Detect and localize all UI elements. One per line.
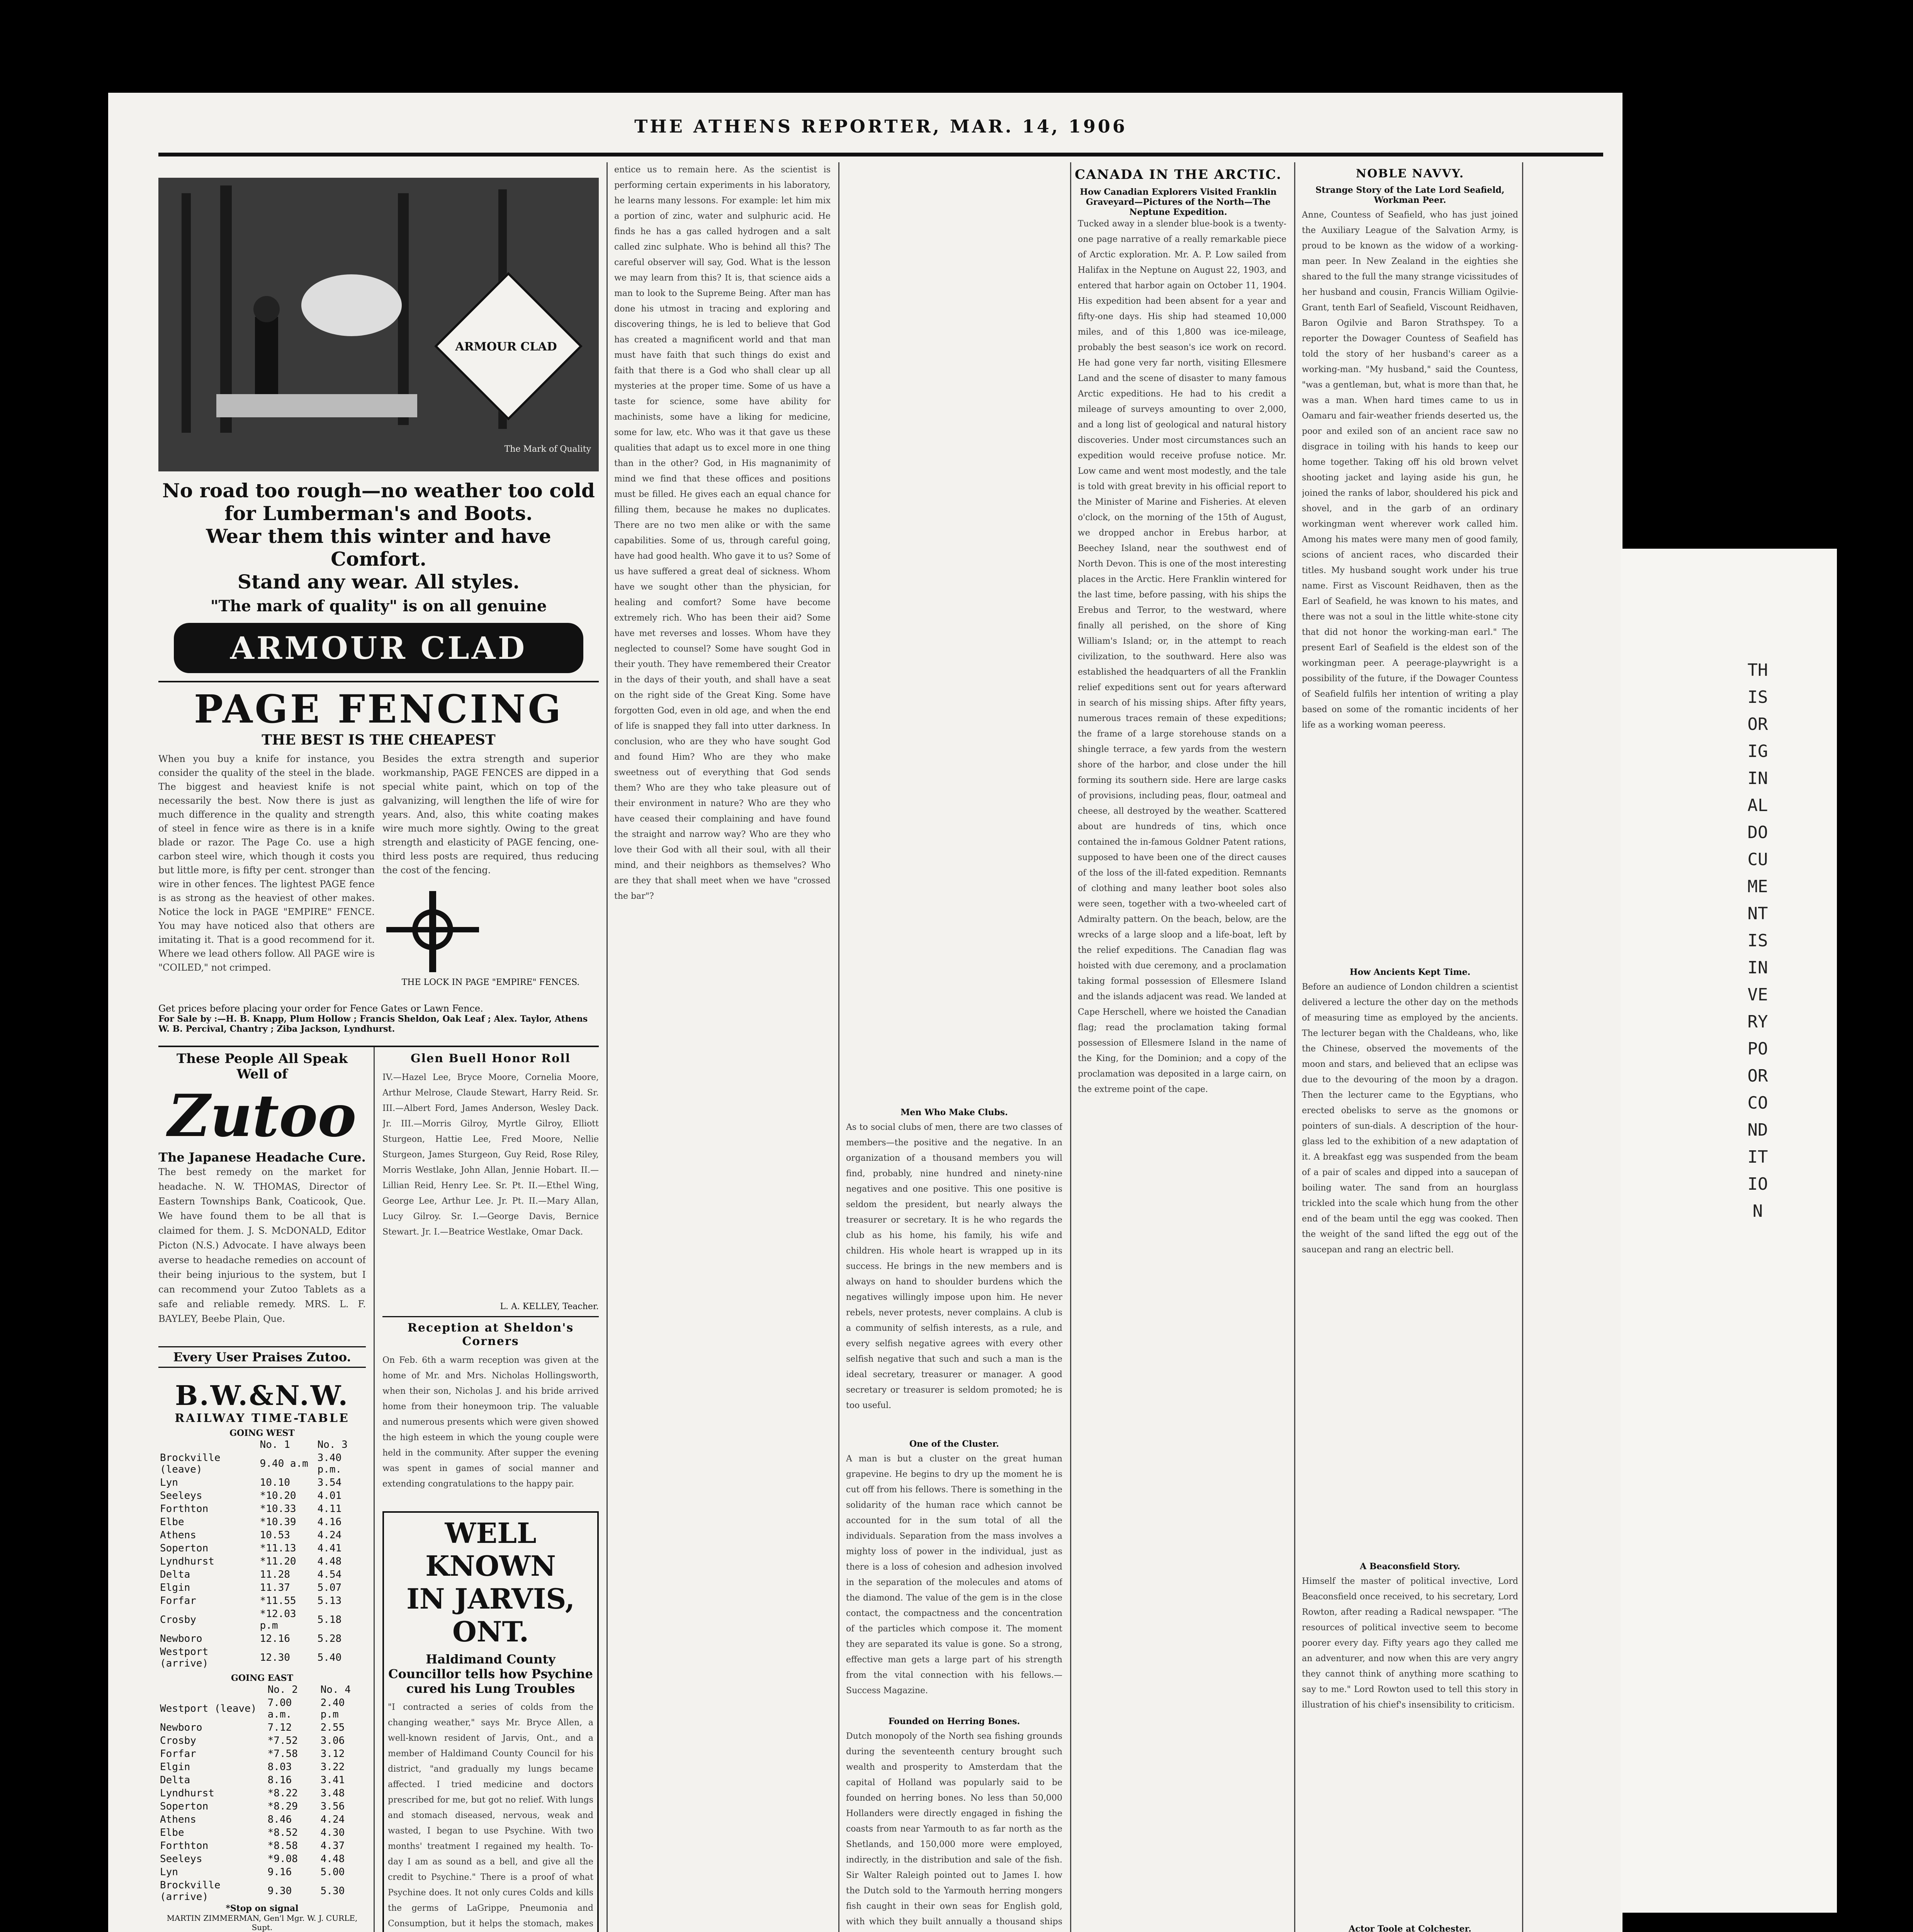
arctic-column bbox=[1078, 216, 1286, 1932]
clubs-body: As to social clubs of men, there are two classes of members—the positive and the negative. In an organization of a thousand members you will find, probably, nine hundred and ninety-nine negatives and one positive. This one positive is seldom the president, but nearly always the treasurer or secretary. It is he who regards the club as his home, his family, his wife and children. His whole heart is wrapped up in its success. He brings in the new members and is always on hand to shoulder burdens which the negatives willingly impose upon him. He never rebels, never protests, never complains. A club is a community of selfish interests, as a rule, and every selfish negative agrees with every other selfish negative that such and such a man is the ideal secretary, treasurer or manager. A good secretary or treasurer is seldom promoted; he is too useful. bbox=[846, 1122, 1062, 1410]
table-cell: 3.41 bbox=[320, 1774, 345, 1786]
page-fencing-body: When you buy a knife for instance, you consider the quality of the steel in the blade. The biggest and heaviest knife is not necessarily the best. Now there is just as much difference in the quality and strength of steel in fence wire as there is in a knife blade or razor. The Page Co. use a high carbon steel wire, which though it costs you but little more, is fifty per cent. stronger than wire in other fences. The lightest PAGE fence is as strong as the heaviest of other makes. Notice the lock in PAGE "EMPIRE" FENCE. You may have noticed also that others are imitating it. That is a good recommend for it. Where we lead others follow. All PAGE wire is "COILED," not crimped. bbox=[158, 753, 375, 973]
table-cell: 4.41 bbox=[317, 1543, 342, 1554]
fence-lock-caption: THE LOCK IN PAGE "EMPIRE" FENCES. bbox=[401, 978, 580, 987]
table-cell: Seeleys bbox=[160, 1853, 202, 1865]
table-cell: 3.48 bbox=[320, 1787, 345, 1799]
ancients-body: Before an audience of London children a scientist delivered a lecture the other day on the methods of measuring time as employed by the ancients. The lecturer began with the Chaldeans, who, like the Chinese, observed the movements of the moon and stars, and believed that an eclipse was due to the devouring of the moon by a dragon. Then the lecturer came to the Egyptians, who erected obelisks to serve as the gnomons or pointers of sun-dials. A description of the hour-glass led to the exhibition of a new adaptation of it. A breakfast egg was suspended from the beam of a pair of scales and dipped into a saucepan of boiling water. The sand from an hourglass trickled into the scale which hung from the other end of the beam until the egg was cooked. Then the weight of the sand lifted the egg out of the saucepan and rang an electric bell. bbox=[1302, 982, 1518, 1255]
table-cell: *12.03 p.m bbox=[260, 1608, 296, 1631]
table-cell: 5.30 bbox=[320, 1885, 345, 1897]
table-cell: *11.13 bbox=[260, 1543, 296, 1554]
table-cell: 7.00 a.m. bbox=[267, 1697, 292, 1720]
table-cell: Elgin bbox=[160, 1582, 190, 1594]
badge-caption: The Mark of Quality bbox=[504, 444, 591, 454]
page-fencing-subtitle: THE BEST IS THE CHEAPEST bbox=[262, 732, 496, 748]
timetable-east bbox=[158, 1683, 366, 1903]
armour-line-5: "The mark of quality" is on all genuine bbox=[210, 597, 547, 615]
armour-line-1: No road too rough—no weather too cold bbox=[162, 479, 595, 502]
table-row bbox=[158, 1607, 366, 1632]
table-row bbox=[158, 1787, 366, 1800]
table-cell: *8.52 bbox=[267, 1827, 298, 1838]
table-row bbox=[158, 1839, 366, 1852]
navvy-subtitle: Strange Story of the Late Lord Seafield, Workman Peer. bbox=[1315, 185, 1505, 205]
table-cell: Lyn bbox=[160, 1477, 178, 1488]
table-row bbox=[158, 1451, 366, 1476]
badge-label: ARMOUR CLAD bbox=[455, 340, 557, 354]
table-cell: 4.16 bbox=[317, 1516, 342, 1528]
timetable-signature: MARTIN ZIMMERMAN, Gen'l Mgr. W. J. CURLE, Supt. bbox=[166, 1913, 358, 1932]
table-cell: Soperton bbox=[160, 1801, 209, 1812]
psychine-title-1: WELL KNOWN bbox=[425, 1517, 556, 1582]
table-cell: Brockville (leave) bbox=[160, 1452, 221, 1475]
armour-line-3: Wear them this winter and have Comfort. bbox=[206, 525, 551, 570]
table-cell: Lyndhurst bbox=[160, 1787, 214, 1799]
column-rule bbox=[838, 162, 839, 1932]
table-cell: Forfar bbox=[160, 1595, 196, 1607]
clubs-title: Men Who Make Clubs. bbox=[900, 1107, 1008, 1117]
table-cell: 8.46 bbox=[267, 1814, 292, 1825]
table-cell: *8.58 bbox=[267, 1840, 298, 1852]
table-cell: 12.16 bbox=[260, 1633, 290, 1645]
table-cell: 4.48 bbox=[317, 1556, 342, 1567]
column-1 bbox=[158, 162, 599, 1932]
condition-note: THIS ORIGINAL DOCUMENT IS IN VERY POOR CONDITION bbox=[1747, 660, 1768, 1221]
table-cell: 9.30 bbox=[267, 1885, 292, 1897]
ancients-title: How Ancients Kept Time. bbox=[1349, 967, 1471, 977]
psychine-body: "I contracted a series of colds from the changing weather," says Mr. Bryce Allen, a well-known resident of Jarvis, Ont., and a member of Haldimand County Council for his district, "and gradually my lungs became affected. I tried medicine and doctors prescribed for me, but got no relief. With lungs and stomach diseased, nervous, weak and wasted, I began to use Psychine. With two months' treatment I regained my health. To-day I am as sound as a bell, and give all the credit to Psychine." There is a proof of what Psychine does. It not only cures Colds and kills the germs of LaGrippe, Pneumonia and Consumption, but it helps the stomach, makes bbox=[388, 1702, 593, 1929]
table-row bbox=[158, 1529, 366, 1542]
table-cell: 3.40 p.m. bbox=[317, 1452, 342, 1475]
navvy-body: Anne, Countess of Seafield, who has just joined the Auxiliary League of the Salvation Army, is proud to be known as the widow of a working-man peer. In New Zealand in the eighties she shared to the full the many strange vicissitudes of her husband and cousin, Francis William Ogilvie-Grant, tenth Earl of Seafield, Viscount Reidhaven, Baron Ogilvie and Baron Strathspey. To a reporter the Dowager Countess of Seafield has told the story of her husband's career as a working-man. "My husband," said the Countess, "was a gentleman, but, what is more than that, he was a man. When hard times came to us in Oamaru and fair-weather friends deserted us, the poor and exiled son of an ancient race saw no disgrace in toiling with his hands to keep our home together. Taking off his old brown velvet shooting jacket and laying aside his gun, he joined the ranks of labor, shouldered his pick and shovel, and in the garb of an ordinary workingman went wherever work called him. Among his mates were many men of good family, scions of ancient races, who discarded their titles. My husband sought work under his true name. First as Viscount Reidhaven, then as the Earl of Seafield, he was known to his mates, and there was not a soul in the little white-stone city that did not honor the working-man earl." The present Earl of Seafield is the eldest son of the workingman peer. A peerage-playwright is a possibility of the future, if the Dowager Countess of Seafield fulfils her intention of writing a play based on some of the romantic incidents of her life as a working woman peeress. bbox=[1302, 210, 1518, 730]
table-cell: Forthton bbox=[160, 1840, 209, 1852]
column-rule bbox=[1294, 162, 1295, 1932]
beaconsfield-body: Himself the master of political invective, Lord Beaconsfield once received, to his secretary, Lord Rowton, after reading a Radical newspaper. "The resources of political invective seem to become poorer every day. Fifty years ago they called me an adventurer, and now when this are very angry they cannot think of anything more scathing to say to me." Lord Rowton used to tell this story in illustration of his chief's insensibility to criticism. bbox=[1302, 1577, 1518, 1710]
table-header-cell: No. 4 bbox=[320, 1684, 351, 1696]
table-cell: Delta bbox=[160, 1569, 190, 1580]
psychine-title-2: IN JARVIS, ONT. bbox=[406, 1582, 575, 1648]
table-header-cell bbox=[158, 1683, 266, 1696]
table-cell: 2.40 p.m bbox=[320, 1697, 345, 1720]
ad-column-gutter bbox=[1530, 162, 1615, 1932]
table-row bbox=[158, 1645, 366, 1670]
timetable-subtitle: RAILWAY TIME-TABLE bbox=[175, 1412, 350, 1425]
table-cell: 8.03 bbox=[267, 1761, 292, 1773]
table-cell: Soperton bbox=[160, 1543, 209, 1554]
table-cell: Lyndhurst bbox=[160, 1556, 214, 1567]
table-row bbox=[158, 1826, 366, 1839]
navvy-title: NOBLE NAVVY. bbox=[1356, 167, 1464, 180]
table-cell: Newboro bbox=[160, 1722, 202, 1733]
table-cell: 2.55 bbox=[320, 1722, 345, 1733]
table-cell: 10.10 bbox=[260, 1477, 290, 1488]
table-cell: Brockville (arrive) bbox=[160, 1879, 221, 1903]
table-cell: Elgin bbox=[160, 1761, 190, 1773]
table-cell: Elbe bbox=[160, 1516, 184, 1528]
table-row bbox=[158, 1489, 366, 1502]
arctic-body: Tucked away in a slender blue-book is a twenty-one page narrative of a really remarkable piece of Arctic exploration. Mr. A. P. Low sailed from Halifax in the Neptune on August 22, 1903, and entered that harbor again on October 11, 1904. His expedition had been absent for a year and fifty-one days. His ship had steamed 10,000 miles, and of this 1,800 was ice-mileage, probably the best season's ice work on record. He had gone very far north, visiting Ellesmere Land and the scene of disaster to many famous Arctic expeditions. He had to his credit a mileage of surveys amounting to over 2,000, and a long list of geological and natural history discoveries. Under most circumstances such an expedition would receive profuse notice. Mr. Low came and went most modestly, and the tale is told with great brevity in his official report to the Minister of Marine and Fisheries. At eleven o'clock, on the morning of the 15th of August, we dropped anchor in Erebus harbor, at Beechey Island, near the southwest end of North Devon. This is one of the most interesting places in the Arctic. Here Franklin wintered for the last time, before passing, with his ships the Erebus and Terror, to the westward, where finally all perished, on the shore of King William's Island; or, in the attempt to reach civilization, to the southward. Here also was established the headquarters of all the Franklin relief expeditions sent out for years afterward in search of his missing ships. After fifty years, numerous traces remain of these expeditions; the frame of a large storehouse stands on a shingle terrace, a few yards from the western shore of the harbor, and close under the hill forming its southern side. Here are large casks of provisions, including peas, flour, oatmeal and cheese, all destroyed by the weather. Scattered about are hundreds of tins, which once contained the in-famous Goldner Patent rations, supposed to have been one of the direct causes of the loss of the ill-fated expedition. Remnants of clothing and many leather boot soles also were seen, together with a two-wheeled cart of Admiralty pattern. On the beach, below, are the wrecks of a large sloop and a life-boat, left by the relief expeditions. The Canadian flag was hoisted with due ceremony, and a proclamation taking formal possession of Ellesmere Island and the islands adjacent was read. We landed at Cape Herschell, where we hoisted the Canadian flag; read the proclamation taking formal possession of Ellesmere Island in the name of the King, for the Dominion; and a copy of the proclamation was deposited in a large cairn, on the extreme point of the cape. bbox=[1078, 219, 1286, 1094]
page-fencing-sale: For Sale by :—H. B. Knapp, Plum Hollow ; Francis Sheldon, Oak Leaf ; Alex. Taylor, Athens W. B. Percival, Chantry ; Ziba Jackson, Lyndhurst. bbox=[158, 1014, 588, 1034]
table-header bbox=[158, 1683, 366, 1696]
lumberman-illustration bbox=[158, 178, 599, 471]
zutoo-kicker: These People All Speak Well of bbox=[177, 1051, 348, 1082]
table-cell: Forfar bbox=[160, 1748, 196, 1760]
column-2 bbox=[614, 162, 831, 1097]
table-cell: Delta bbox=[160, 1774, 190, 1786]
zutoo-logo: Zutoo bbox=[168, 1082, 357, 1150]
table-row bbox=[158, 1879, 366, 1903]
table-cell: *11.55 bbox=[260, 1595, 296, 1607]
arctic-title: CANADA IN THE ARCTIC. bbox=[1075, 167, 1282, 182]
table-cell: Westport (arrive) bbox=[160, 1646, 209, 1669]
table-header bbox=[158, 1438, 366, 1451]
table-cell: 5.13 bbox=[317, 1595, 342, 1607]
table-cell: *9.08 bbox=[267, 1853, 298, 1865]
table-row bbox=[158, 1774, 366, 1787]
table-row bbox=[158, 1476, 366, 1489]
armour-line-4: Stand any wear. All styles. bbox=[237, 570, 520, 593]
table-row bbox=[158, 1581, 366, 1594]
table-cell: Lyn bbox=[160, 1866, 178, 1878]
table-row bbox=[158, 1594, 366, 1607]
arctic-subtitle: How Canadian Explorers Visited Franklin Graveyard—Pictures of the North—The Neptune Expedition. bbox=[1080, 187, 1277, 217]
table-cell: *10.20 bbox=[260, 1490, 296, 1502]
table-row bbox=[158, 1813, 366, 1826]
fence-lock-icon bbox=[382, 887, 483, 976]
table-cell: 9.16 bbox=[267, 1866, 292, 1878]
herring-title: Founded on Herring Bones. bbox=[888, 1716, 1020, 1726]
table-cell: 3.22 bbox=[320, 1761, 345, 1773]
table-cell: *11.20 bbox=[260, 1556, 296, 1567]
timetable-note: *Stop on signal bbox=[226, 1903, 299, 1913]
table-row bbox=[158, 1721, 366, 1734]
timetable-west bbox=[158, 1438, 366, 1670]
zutoo-body: The best remedy on the market for headache. N. W. THOMAS, Director of Eastern Townships Bank, Coaticook, Que. We have found them to be all that is claimed for them. J. S. McDONALD, Editor Picton (N.S.) Advocate. I have always been averse to headache remedies on account of their being injurious to the system, but I can recommend your Zutoo Tablets as a safe and reliable remedy. MRS. L. F. BAYLEY, Beebe Plain, Que. bbox=[158, 1167, 366, 1324]
psychine-ad bbox=[382, 1511, 599, 1932]
table-cell: 3.06 bbox=[320, 1735, 345, 1747]
table-row bbox=[158, 1502, 366, 1515]
table-row bbox=[158, 1568, 366, 1581]
honor-roll-title: Glen Buell Honor Roll bbox=[410, 1052, 571, 1065]
table-row bbox=[158, 1632, 366, 1645]
table-cell: 5.40 bbox=[317, 1652, 342, 1663]
table-cell: *10.39 bbox=[260, 1516, 296, 1528]
beaconsfield-title: A Beaconsfield Story. bbox=[1360, 1561, 1460, 1571]
table-row bbox=[158, 1866, 366, 1879]
column-rule bbox=[607, 162, 608, 1932]
table-cell: Elbe bbox=[160, 1827, 184, 1838]
armour-clad-banner: ARMOUR CLAD bbox=[174, 623, 583, 673]
table-cell: 3.12 bbox=[320, 1748, 345, 1760]
table-cell: Athens bbox=[160, 1529, 196, 1541]
table-cell: 11.28 bbox=[260, 1569, 290, 1580]
column-3 bbox=[846, 1105, 1062, 1932]
table-header-cell: No. 2 bbox=[267, 1684, 298, 1696]
armour-line-2: for Lumberman's and Boots. bbox=[224, 502, 533, 525]
page-fencing-ad bbox=[158, 681, 599, 1034]
colchester-title: Actor Toole at Colchester. bbox=[1349, 1924, 1471, 1932]
table-row bbox=[158, 1734, 366, 1747]
table-row bbox=[158, 1760, 366, 1774]
table-row bbox=[158, 1555, 366, 1568]
table-cell: Newboro bbox=[160, 1633, 202, 1645]
table-cell: 5.00 bbox=[320, 1866, 345, 1878]
table-header-cell: No. 3 bbox=[317, 1439, 348, 1451]
reception-title: Reception at Sheldon's Corners bbox=[382, 1316, 599, 1348]
timetable-title: B.W.&N.W. bbox=[175, 1379, 349, 1412]
table-cell: *8.22 bbox=[267, 1787, 298, 1799]
table-cell: 10.53 bbox=[260, 1529, 290, 1541]
table-cell: 4.11 bbox=[317, 1503, 342, 1515]
table-cell: Crosby bbox=[160, 1735, 196, 1747]
table-cell: 3.56 bbox=[320, 1801, 345, 1812]
table-cell: *8.29 bbox=[267, 1801, 298, 1812]
page-fencing-footer: Get prices before placing your order for Fence Gates or Lawn Fence. bbox=[158, 1003, 483, 1014]
table-header-cell bbox=[158, 1438, 258, 1451]
table-cell: 4.01 bbox=[317, 1490, 342, 1502]
table-cell: 4.54 bbox=[317, 1569, 342, 1580]
table-cell: 5.07 bbox=[317, 1582, 342, 1594]
table-cell: 4.24 bbox=[317, 1529, 342, 1541]
table-cell: Athens bbox=[160, 1814, 196, 1825]
table-row bbox=[158, 1747, 366, 1760]
table-row bbox=[158, 1515, 366, 1529]
reception-body: On Feb. 6th a warm reception was given at the home of Mr. and Mrs. Nicholas Hollingsworth, when their son, Nicholas J. and his bride arrived home from their honeymoon trip. The valuable and numerous presents which were given showed the high esteem in which the young couple were held in the community. After supper the evening was spent in games of social manner and extending congratulations to the happy pair. bbox=[382, 1355, 599, 1489]
zutoo-tagline: The Japanese Headache Cure. bbox=[158, 1150, 366, 1165]
honor-roll-body: IV.—Hazel Lee, Bryce Moore, Cornelia Moore, Arthur Melrose, Claude Stewart, Harry Reid. Sr. III.—Albert Ford, James Anderson, Wesley Dack. Jr. III.—Morris Gilroy, Myrtle Gilroy, Elliott Sturgeon, Hattie Lee, Fred Moore, Nellie Sturgeon, James Sturgeon, Guy Reid, Rose Riley, Morris Westlake, John Allan, Jennie Hobart. II.—Lillian Reid, Henry Lee. Sr. Pt. II.—Ethel Wing, George Lee, Arthur Lee. Jr. Pt. II.—Mary Allan, Lucy Gilroy. Sr. I.—George Davis, Bernice Stewart. Jr. I.—Beatrice Westlake, Omar Dack. bbox=[382, 1073, 599, 1237]
table-cell: 5.28 bbox=[317, 1633, 342, 1645]
table-cell: Crosby bbox=[160, 1614, 196, 1626]
psychine-subtitle: Haldimand County Councillor tells how Psychine cured his Lung Troubles bbox=[388, 1652, 593, 1696]
table-cell: 4.48 bbox=[320, 1853, 345, 1865]
table-cell: Seeleys bbox=[160, 1490, 202, 1502]
table-cell: Forthton bbox=[160, 1503, 209, 1515]
going-east-label: GOING EAST bbox=[231, 1673, 293, 1683]
table-cell: 9.40 a.m bbox=[260, 1458, 308, 1469]
table-header-cell: No. 1 bbox=[260, 1439, 290, 1451]
page-fencing-body-2: Besides the extra strength and superior workmanship, PAGE FENCES are dipped in a special white paint, which on top of the galvanizing, will lengthen the life of wire for years. And, also, this white coating makes wire much more sightly. Owing to the great strength and elasticity of PAGE fencing, one-third less posts are required, thus reducing the cost of the fencing. bbox=[382, 753, 599, 876]
table-row bbox=[158, 1800, 366, 1813]
table-cell: *7.52 bbox=[267, 1735, 298, 1747]
honor-roll-signature: L. A. KELLEY, Teacher. bbox=[500, 1302, 599, 1311]
table-cell: *10.33 bbox=[260, 1503, 296, 1515]
table-row bbox=[158, 1542, 366, 1555]
table-cell: 4.24 bbox=[320, 1814, 345, 1825]
science-article: entice us to remain here. As the scientist is performing certain experiments in his laboratory, he learns many lessons. For example: let him mix a portion of zinc, water and sulphuric acid. He finds he has a gas called hydrogen and a salt called zinc sulphate. Who is behind all this? The careful observer will say, God. What is the lesson we may learn from this? It is, that science aids a man to look to the Supreme Being. After man has done his utmost in tracing and exploring and discovering things, he is led to believe that God has created a magnificent world and that man must have faith that such things do exist and faith that there is a God who shall clear up all mysteries at the proper time. Some of us have a taste for science, some have ability for machinists, some have a liking for medicine, some for law, etc. Who was it that gave us these qualities that adapt us to excel more in one thing than in the other? God, in His magnanimity of mind we find that these offices and positions must be filled. He gives each an equal chance for filling them, because he makes no duplicates. There are no two men alike or with the same capabilities. Some of us, through careful going, have had good health. Who gave it to us? Some of us have suffered a great deal of sickness. Whom have we sought other than the physician, for healing and comfort? Some have become extremely rich. Who has been their aid? Some have met reverses and losses. Whom have they neglected to counsel? Some have sought God in their youth. They have remembered their Creator in the days of their youth, and shall have a seat on the right side of the Great King. Some have forgotten God, even in old age, and when the end of life is snapped they fall into utter darkness. In conclusion, who are they who have sought God and found Him? Who are they who make sweetness out of everything that God sends them? Who are they who take pleasure out of their environment in nature? Who are they who have ceased their complaining and have found the straight and narrow way? Who are they who love their God with all their soul, with all their mind, and their neighbors as themselves? Who are they that shall meet when we have "crossed the bar"? bbox=[614, 165, 831, 901]
table-cell: 4.37 bbox=[320, 1840, 345, 1852]
table-cell: *7.58 bbox=[267, 1748, 298, 1760]
page-fencing-title: PAGE FENCING bbox=[194, 686, 563, 732]
table-cell: 5.18 bbox=[317, 1614, 342, 1626]
table-cell: 12.30 bbox=[260, 1652, 290, 1663]
masthead-rule bbox=[158, 153, 1603, 156]
table-row bbox=[158, 1852, 366, 1866]
table-row bbox=[158, 1696, 366, 1721]
cluster-title: One of the Cluster. bbox=[909, 1439, 999, 1449]
table-cell: 3.54 bbox=[317, 1477, 342, 1488]
zutoo-footer: Every User Praises Zutoo. bbox=[158, 1346, 366, 1368]
masthead: THE ATHENS REPORTER, MAR. 14, 1906 bbox=[634, 116, 1127, 137]
cluster-body: A man is but a cluster on the great human grapevine. He begins to dry up the moment he is cut off from his fellows. There is something in the solidarity of the human race which cannot be accounted for in the sum total of all the individuals. Separation from the mass involves a mighty loss of power in the individual, just as there is a loss of cohesion and adhesion involved in the separation of the molecules and atoms of the diamond. The value of the gem is in the close contact, the compactness and the concentration of the particles which compose it. The moment they are separated its value is gone. So a strong, effective man gets a large part of his strength from the vital connection with his fellows.—Success Magazine. bbox=[846, 1454, 1062, 1696]
table-cell: 7.12 bbox=[267, 1722, 292, 1733]
herring-body: Dutch monopoly of the North sea fishing grounds during the seventeenth century brought such wealth and prosperity to Amsterdam that the capital of Holland was popularly said to be founded on herring bones. No less than 50,000 Hollanders were directly engaged in fishing the coasts from near Yarmouth to as far north as the Shetlands, and 150,000 more were employed, indirectly, in the distribution and sale of the fish. Sir Walter Raleigh pointed out to James I. how the Dutch sold to the Yarmouth herring mongers fish caught in their own seas for English gold, with which they built annually a thousand ships bbox=[846, 1731, 1062, 1927]
going-west-label: GOING WEST bbox=[229, 1428, 295, 1438]
table-cell: 11.37 bbox=[260, 1582, 290, 1594]
table-cell: 8.16 bbox=[267, 1774, 292, 1786]
document-condition-flap bbox=[1621, 549, 1837, 1913]
column-rule bbox=[1522, 162, 1523, 1932]
table-cell: 4.30 bbox=[320, 1827, 345, 1838]
table-cell: Westport (leave) bbox=[160, 1703, 257, 1714]
